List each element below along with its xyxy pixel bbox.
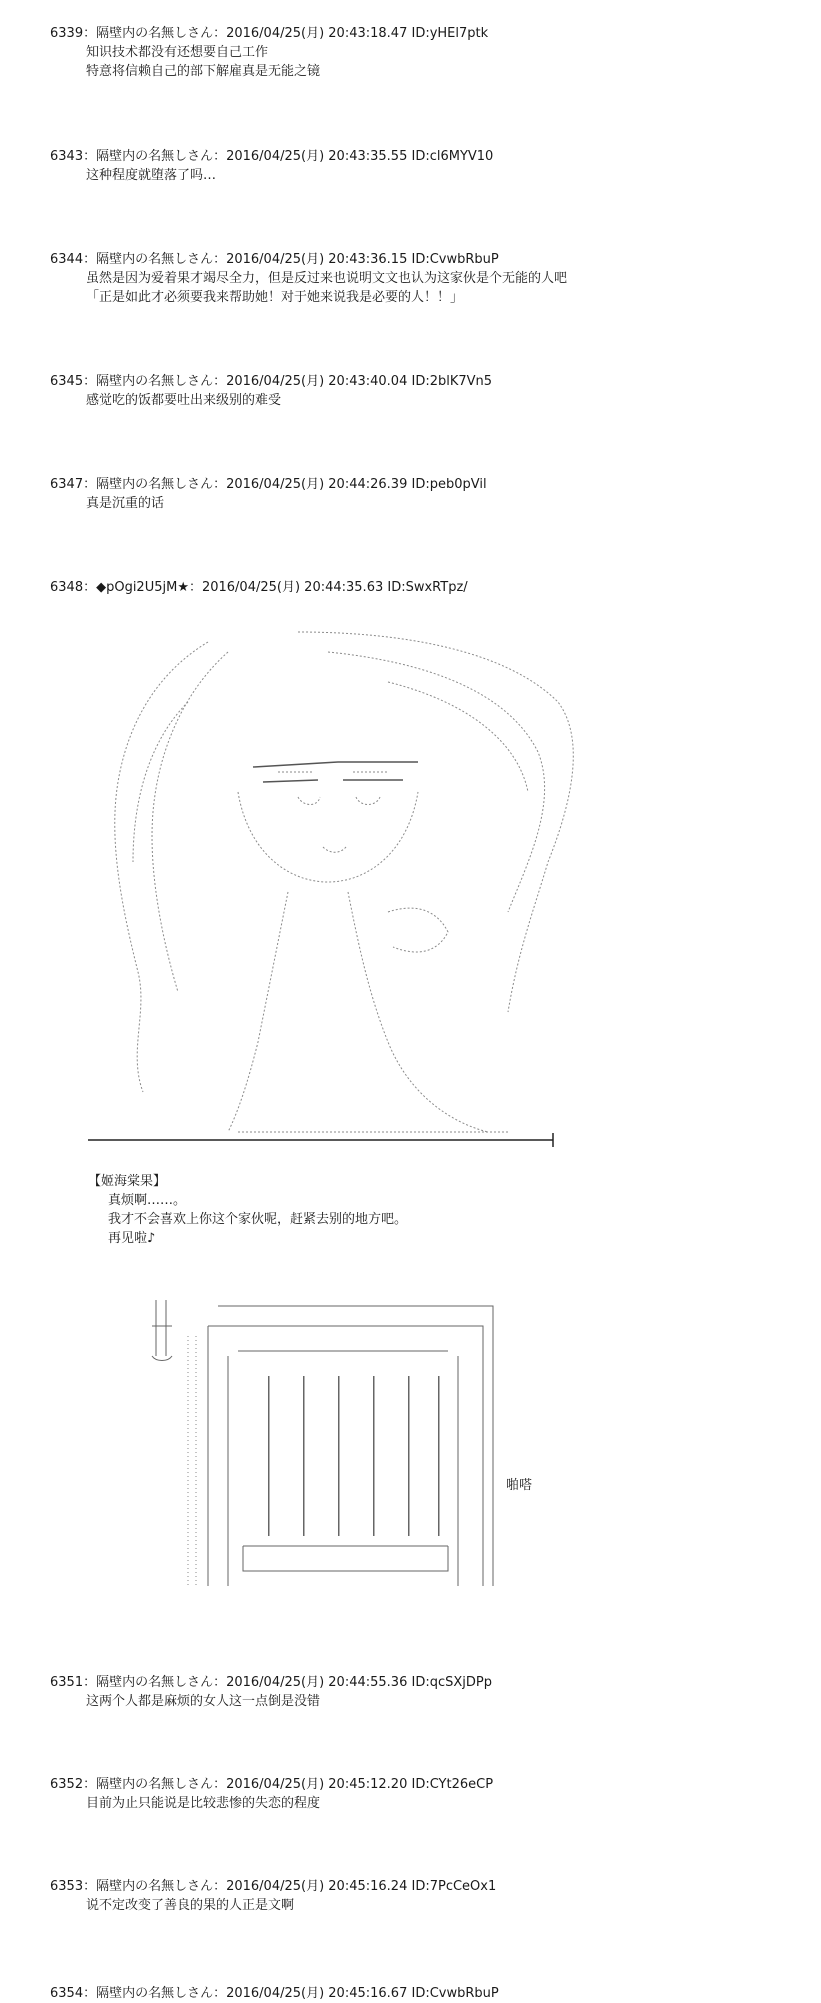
- post-6354: [50, 1984, 499, 2003]
- post-header: 6343：隔壁内の名無しさん：2016/04/25(月) 20:43:35.55 ID:cl6MYV10: [50, 149, 494, 164]
- post-header: 6339：隔壁内の名無しさん：2016/04/25(月) 20:43:18.47 ID:yHEl7ptk: [50, 26, 489, 41]
- post-line: 这两个人都是麻烦的女人这一点倒是没错: [86, 1694, 321, 1709]
- post-line: 知识技术都没有还想要自己工作: [86, 45, 269, 60]
- ascii-art-character: [88, 612, 588, 1152]
- post-header: 6353：隔壁内の名無しさん：2016/04/25(月) 20:45:16.24 ID:7PcCeOx1: [50, 1879, 497, 1894]
- post-line: 特意将信赖自己的部下解雇真是无能之镜: [86, 64, 321, 79]
- post-header: 6352：隔壁内の名無しさん：2016/04/25(月) 20:45:12.20 ID:CYt26eCP: [50, 1777, 494, 1792]
- post-6345: [50, 372, 492, 410]
- post-header: 6351：隔壁内の名無しさん：2016/04/25(月) 20:44:55.36 ID:qcSXjDPp: [50, 1675, 492, 1690]
- post-6351: [50, 1673, 492, 1711]
- ascii-art-door: [148, 1296, 548, 1596]
- ascii-art-figure: [88, 612, 588, 1152]
- door-figure: [148, 1296, 548, 1596]
- post-line: 虽然是因为爱着果才竭尽全力，但是反过来也说明文文也认为这家伙是个无能的人吧: [86, 271, 568, 286]
- post-line: 目前为止只能说是比较悲惨的失恋的程度: [86, 1796, 321, 1811]
- sound-effect-text: 啪嗒: [506, 1478, 533, 1493]
- post-6339: [50, 24, 488, 81]
- post-header: 6345：隔壁内の名無しさん：2016/04/25(月) 20:43:40.04 ID:2blK7Vn5: [50, 374, 493, 389]
- dialogue-line: 再见啦♪: [108, 1231, 156, 1246]
- post-6343: [50, 147, 493, 185]
- speaker-name: 【姬海棠果】: [88, 1174, 167, 1189]
- dialogue-line: 真烦啊……。: [108, 1193, 187, 1208]
- post-line: 真是沉重的话: [86, 496, 165, 511]
- post-line: 感觉吃的饭都要吐出来级别的难受: [86, 393, 282, 408]
- post-header: 6347：隔壁内の名無しさん：2016/04/25(月) 20:44:26.39 ID:peb0pVil: [50, 477, 487, 492]
- post-6347: [50, 475, 487, 513]
- post-header: 6344：隔壁内の名無しさん：2016/04/25(月) 20:43:36.15 ID:CvwbRbuP: [50, 252, 499, 267]
- post-6348: [50, 578, 468, 597]
- post-header: 6354：隔壁内の名無しさん：2016/04/25(月) 20:45:16.67 ID:CvwbRbuP: [50, 1986, 499, 2001]
- post-line: 「正是如此才必须要我来帮助她！对于她来说我是必要的人！！」: [86, 290, 464, 305]
- post-6353: [50, 1877, 496, 1915]
- post-line: 这种程度就堕落了吗…: [86, 168, 217, 183]
- dialogue-line: 我才不会喜欢上你这个家伙呢，赶紧去别的地方吧。: [108, 1212, 408, 1227]
- dialogue-block: [88, 1172, 407, 1248]
- post-header: 6348：◆pOgi2U5jM★：2016/04/25(月) 20:44:35.63 ID:SwxRTpz/: [50, 580, 468, 595]
- post-line: 说不定改变了善良的果的人正是文啊: [86, 1898, 295, 1913]
- post-6352: [50, 1775, 493, 1813]
- post-6344: [50, 250, 567, 307]
